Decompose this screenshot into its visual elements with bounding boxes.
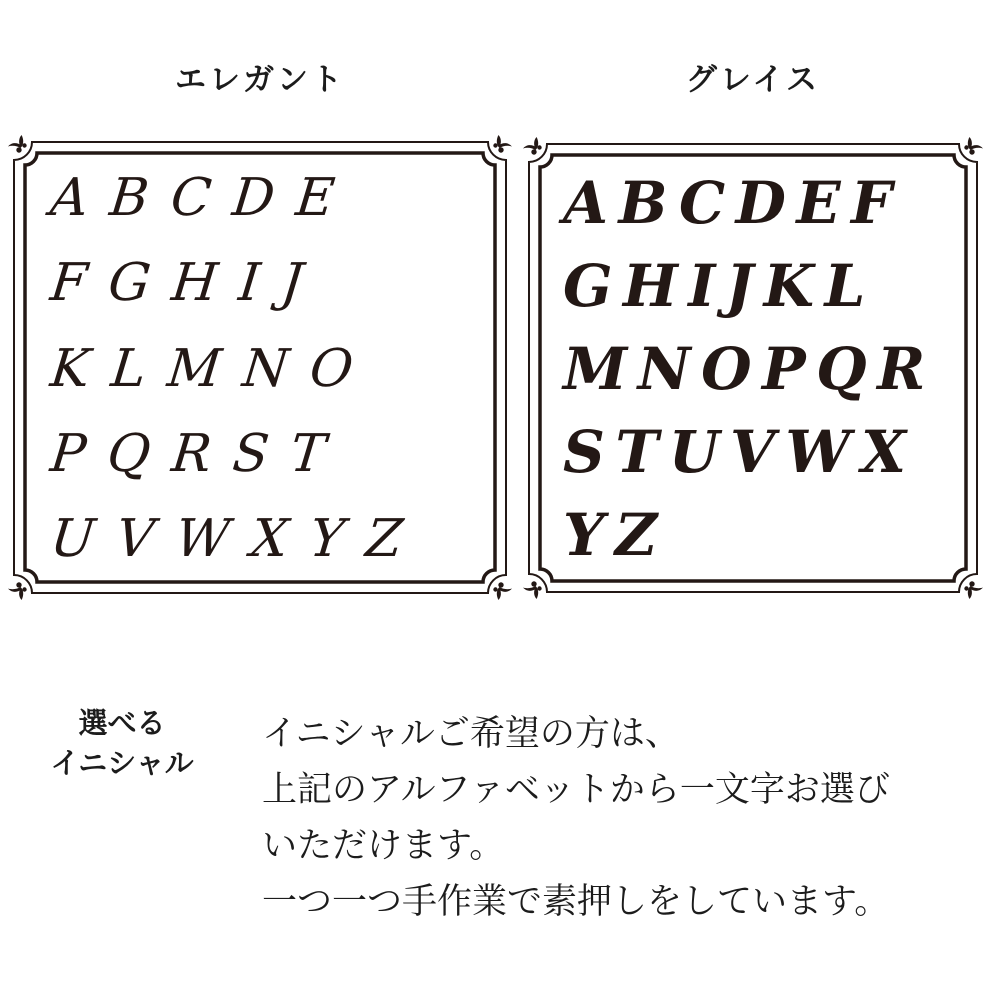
corner-ornament-icon [8,135,27,153]
alphabet-panel-elegant [12,140,508,595]
initial-option-label [16,703,228,783]
initial-option-label-line: 選べる [78,706,166,740]
alphabet-grid-grace [563,169,959,569]
corner-ornament-icon [8,582,27,600]
alphabet-grid-elegant [47,168,488,569]
description-line: 上記のアルファベットから一文字お選び [262,770,890,810]
letter-row: ABCDEF [563,169,903,237]
letter-row: FGHIJ [47,253,328,314]
corner-ornament-icon [523,137,542,155]
letter-row: STUVWX [563,418,917,486]
letter-row: UVWXYZ [47,509,428,569]
letter-row: PQRST [47,423,351,484]
initial-option-label-line: イニシャル [50,746,194,780]
corner-ornament-icon [493,135,512,153]
panel-title-elegant: エレガント [175,62,345,98]
letter-row: ABCDE [47,168,360,228]
letter-row: KLMNO [47,338,378,399]
panel-title-grace: グレイス [685,62,821,98]
description-line: いただけます。 [262,826,505,866]
letter-row: MNOPQR [563,335,936,403]
initial-option-description [262,706,962,930]
corner-ornament-icon [523,581,542,599]
letter-row: GHIJKL [563,252,876,320]
corner-ornament-icon [493,582,512,600]
corner-ornament-icon [964,137,983,155]
letter-row: YZ [563,501,668,569]
description-line: イニシャルご希望の方は、 [262,714,680,754]
corner-ornament-icon [964,581,983,599]
description-line: 一つ一つ手作業で素押しをしています。 [262,882,890,922]
alphabet-panel-grace [527,142,979,594]
